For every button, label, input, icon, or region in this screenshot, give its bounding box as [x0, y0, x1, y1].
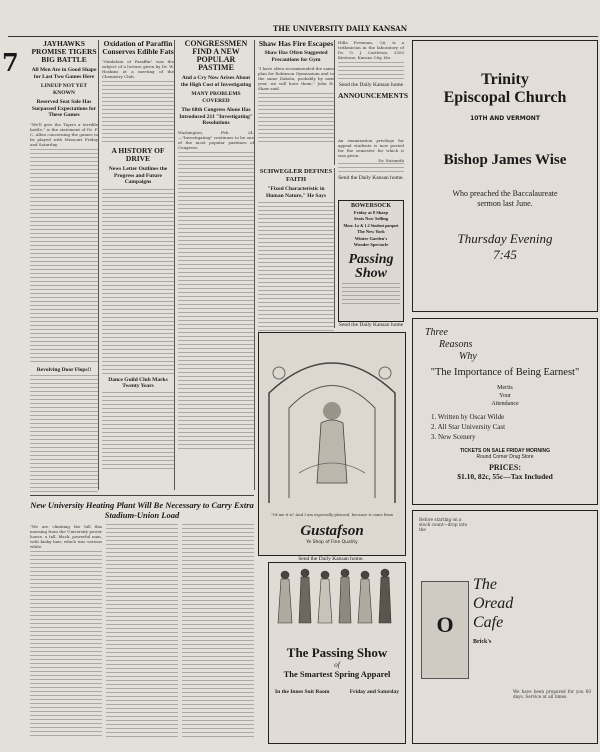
play-your: Your: [499, 393, 511, 399]
oread-footer: We have been prepared for you 60 days. Service at all times.: [513, 689, 591, 699]
header-title: THE UNIVERSITY DAILY KANSAN: [273, 24, 408, 33]
oread-owner: Brick's: [473, 639, 492, 645]
gustafson-tag: Ye Shop of Fine Quality: [306, 540, 358, 545]
article-body-congress: [178, 152, 254, 452]
oread-intro: Before starting on a stock count—drop into the: [419, 517, 468, 532]
subhead-cry-arises: And a Cry Now Arises About the High Cost of Investigating: [180, 75, 252, 88]
subhead-shaw: Shaw Has Often Suggested Precautions for Gym: [264, 50, 328, 63]
subhead-reserved-seats: Reserved Seat Sale Has Surpassed Expectations for These Games: [31, 99, 97, 118]
heating-body-3: [182, 524, 254, 739]
article-lead-jayhawks: "We'll give the Tigers a terrible battle," is the statement of Dr. F. C. Allen concerning the games to be played with Missouri Friday and Saturday.: [30, 121, 98, 147]
play-title: "The Importance of Being Earnest": [430, 367, 580, 378]
play-merits: Merits: [497, 385, 513, 391]
passing-where: In the Innes Suit Room: [275, 689, 330, 695]
passing-show-ad: [268, 562, 406, 744]
play-three: Three: [425, 327, 448, 338]
play-attendance: Attendance: [491, 401, 519, 407]
bowersock-send-note: Send the Daily Kansan home: [338, 322, 404, 328]
bowersock-show2: Winter Garden's: [354, 235, 388, 241]
trinity-time: 7:45: [493, 247, 517, 262]
column-4-lower: [258, 168, 335, 328]
heating-col-1: [30, 524, 102, 739]
column-1: [30, 40, 99, 490]
article-body-oxidation: [102, 81, 174, 143]
bowersock-seats: Seats Now Selling: [353, 216, 388, 221]
article-body-drive: [102, 189, 174, 374]
oread-logo-mark: O: [436, 612, 454, 637]
headline-fire-escapes: Shaw Has Fire Escapes: [258, 39, 334, 48]
announcement-text: An examination privilege for appeal students is now posted for the semester for which it was given.: [338, 138, 404, 158]
play-tickets-1: TICKETS ON SALE FRIDAY MORNING: [459, 448, 550, 454]
column-2: [102, 40, 175, 490]
page-number: 7: [2, 48, 19, 77]
headline-heating-plant: New University Heating Plant Will Be Necessary to Carry Extra Stadium-Union Load: [30, 500, 254, 520]
bowersock-name: BOWERSOCK: [350, 203, 391, 209]
play-reasons: Reasons: [439, 339, 473, 350]
bowersock-show1: The New York: [357, 229, 385, 234]
article-lead-congress: Washington, Feb. 24.—"Investigating" continues to be one of the most popular pastimes of Congress.: [178, 129, 254, 150]
bowersock-show3: Wonder Spectacle: [353, 242, 389, 247]
subhead-all-men: All Men Are in Good Shape for Last Two Games Here: [31, 67, 97, 80]
headline-history-drive: A HISTORY OF DRIVE: [111, 146, 165, 163]
article-freeman: Hilla Freeman, '26, is a tedhmician in the laboratory of Dr. O. J. Castleton, 3300 Kirstone, Kansas City, Mo.: [338, 40, 404, 60]
trinity-ad: [412, 40, 598, 312]
bowersock-dates: Friday at 8 Sharp: [353, 209, 389, 215]
article-body-revolving: [30, 375, 98, 495]
oread-logo-panel: [421, 581, 469, 679]
article-lead-shaw: "I have often recommended the same plan for Robinson Gymnasium and to the same Dakota, probably by next year, we will have them," John H. Shaw said.: [258, 66, 334, 91]
play-tickets-2: Round Corner Drug Store: [476, 454, 534, 460]
heating-lead: "We are climbing the hill this morning from the University power house, a tall, black, powerful man, with kinky hair, which was various white.: [30, 524, 102, 549]
play-ad: [412, 318, 598, 505]
oread-the: The: [473, 576, 497, 593]
subhead-fixed-char: "Fixed Characteristic in Human Nature," He Says: [265, 186, 327, 199]
bowersock-title: Passing Show: [348, 251, 394, 281]
gustafson-caption: "Of me it is" And I am especially pleased, because it came from: [270, 512, 394, 517]
bowersock-cast: [342, 283, 400, 305]
passing-footer: [275, 689, 399, 695]
oread-cafe-ad: [412, 510, 598, 744]
subhead-revolving-door: Revolving Door Flops!!: [36, 366, 92, 373]
gustafson-name: Gustafson: [300, 523, 364, 539]
play-why: Why: [459, 351, 477, 362]
subhead-68th-congress: The 68th Congress Alone Has Introduced 211 "Investigating" Resolutions: [179, 107, 253, 126]
play-prices-label: PRICES:: [488, 463, 521, 472]
trinity-address: 10TH AND VERMONT: [470, 115, 540, 122]
headline-schwegler: SCHWEGLER DEFINES FAITH: [259, 168, 333, 183]
subhead-lineup: LINEUP NOT YET KNOWN: [40, 83, 88, 96]
article-lead-oxidation: "Oxidation of Paraffin" was the subject of a lecture given by Dr. W. Hoskins at a meeting of the Chemistry Club.: [102, 59, 174, 79]
article-body-freeman: [338, 62, 404, 80]
heating-plant-article: [30, 495, 254, 746]
send-note-1: Send the Daily Kansan home: [338, 82, 404, 88]
gustafson-send-note: Send the Daily Kansan home.: [298, 556, 364, 562]
heating-body-2: [106, 524, 178, 739]
headline-announcements: ANNOUNCEMENTS: [338, 90, 409, 100]
trinity-title-2: Episcopal Church: [443, 89, 567, 106]
announcement-sign: Dr. Naismith: [378, 158, 404, 163]
column-4: [258, 40, 335, 165]
passing-title: The Passing Show: [286, 645, 388, 660]
column-5: [338, 40, 409, 135]
heating-columns: [30, 524, 254, 739]
subhead-news-letter: News Letter Outlines the Progress and Future Campaigns: [108, 166, 168, 185]
article-body-shaw: [258, 93, 334, 145]
send-note-2: Send the Daily Kansan home.: [338, 175, 404, 181]
play-merits-block: [413, 384, 597, 408]
heating-body-1: [30, 551, 102, 736]
play-prices: $1.10, 82c, 55c—Tax Included: [457, 472, 553, 481]
trinity-title-1: Trinity: [481, 71, 529, 88]
play-three-reasons: [425, 327, 597, 363]
article-body-jayhawks: [30, 149, 98, 364]
gustafson-ad: [258, 332, 406, 556]
subhead-many-problems: MANY PROBLEMS COVERED: [191, 91, 241, 104]
page-header: [8, 22, 598, 37]
gustafson-illustration: [259, 333, 405, 508]
trinity-when: Thursday Evening: [457, 231, 553, 246]
headline-jayhawks: JAYHAWKS PROMISE TIGERS BIG BATTLE: [31, 39, 97, 64]
passing-days: Friday and Saturday: [349, 689, 399, 695]
trinity-bishop: Bishop James Wise: [443, 152, 567, 168]
play-reason-1: 1. Written by Oscar Wilde: [431, 413, 505, 421]
oread-oread: Oread: [473, 595, 514, 612]
play-reasons-list: [431, 412, 597, 442]
article-body-dance: [102, 392, 174, 472]
trinity-sub: Who preached the Baccalaureate sermon last June.: [452, 189, 558, 208]
passing-of: of: [334, 661, 340, 669]
play-reason-2: 2. All Star University Cast: [431, 423, 506, 431]
subhead-dance-guild: Dance Guild Club Marks Twenty Years: [108, 376, 168, 389]
passing-sub: The Smartest Spring Apparel: [283, 669, 391, 679]
headline-oxidation: Oxidation of Paraffin Conserves Edible Fats: [102, 39, 174, 56]
bowersock-ad: [338, 200, 404, 322]
article-body-schwegler: [258, 202, 334, 332]
column-3: [178, 40, 255, 490]
fashion-figures-illustration: [269, 563, 405, 635]
bowersock-prices: Mezz. Lo & 1.2 Student parquet: [343, 222, 399, 228]
headline-congressmen: CONGRESSMEN FIND A NEW POPULAR PASTIME: [184, 39, 248, 72]
announcement-body: [338, 163, 404, 175]
oread-cafe: Cafe: [473, 614, 504, 631]
play-reason-3: 3. New Scenery: [431, 433, 476, 441]
oread-name-block: [473, 575, 591, 632]
announcements: [338, 138, 404, 198]
